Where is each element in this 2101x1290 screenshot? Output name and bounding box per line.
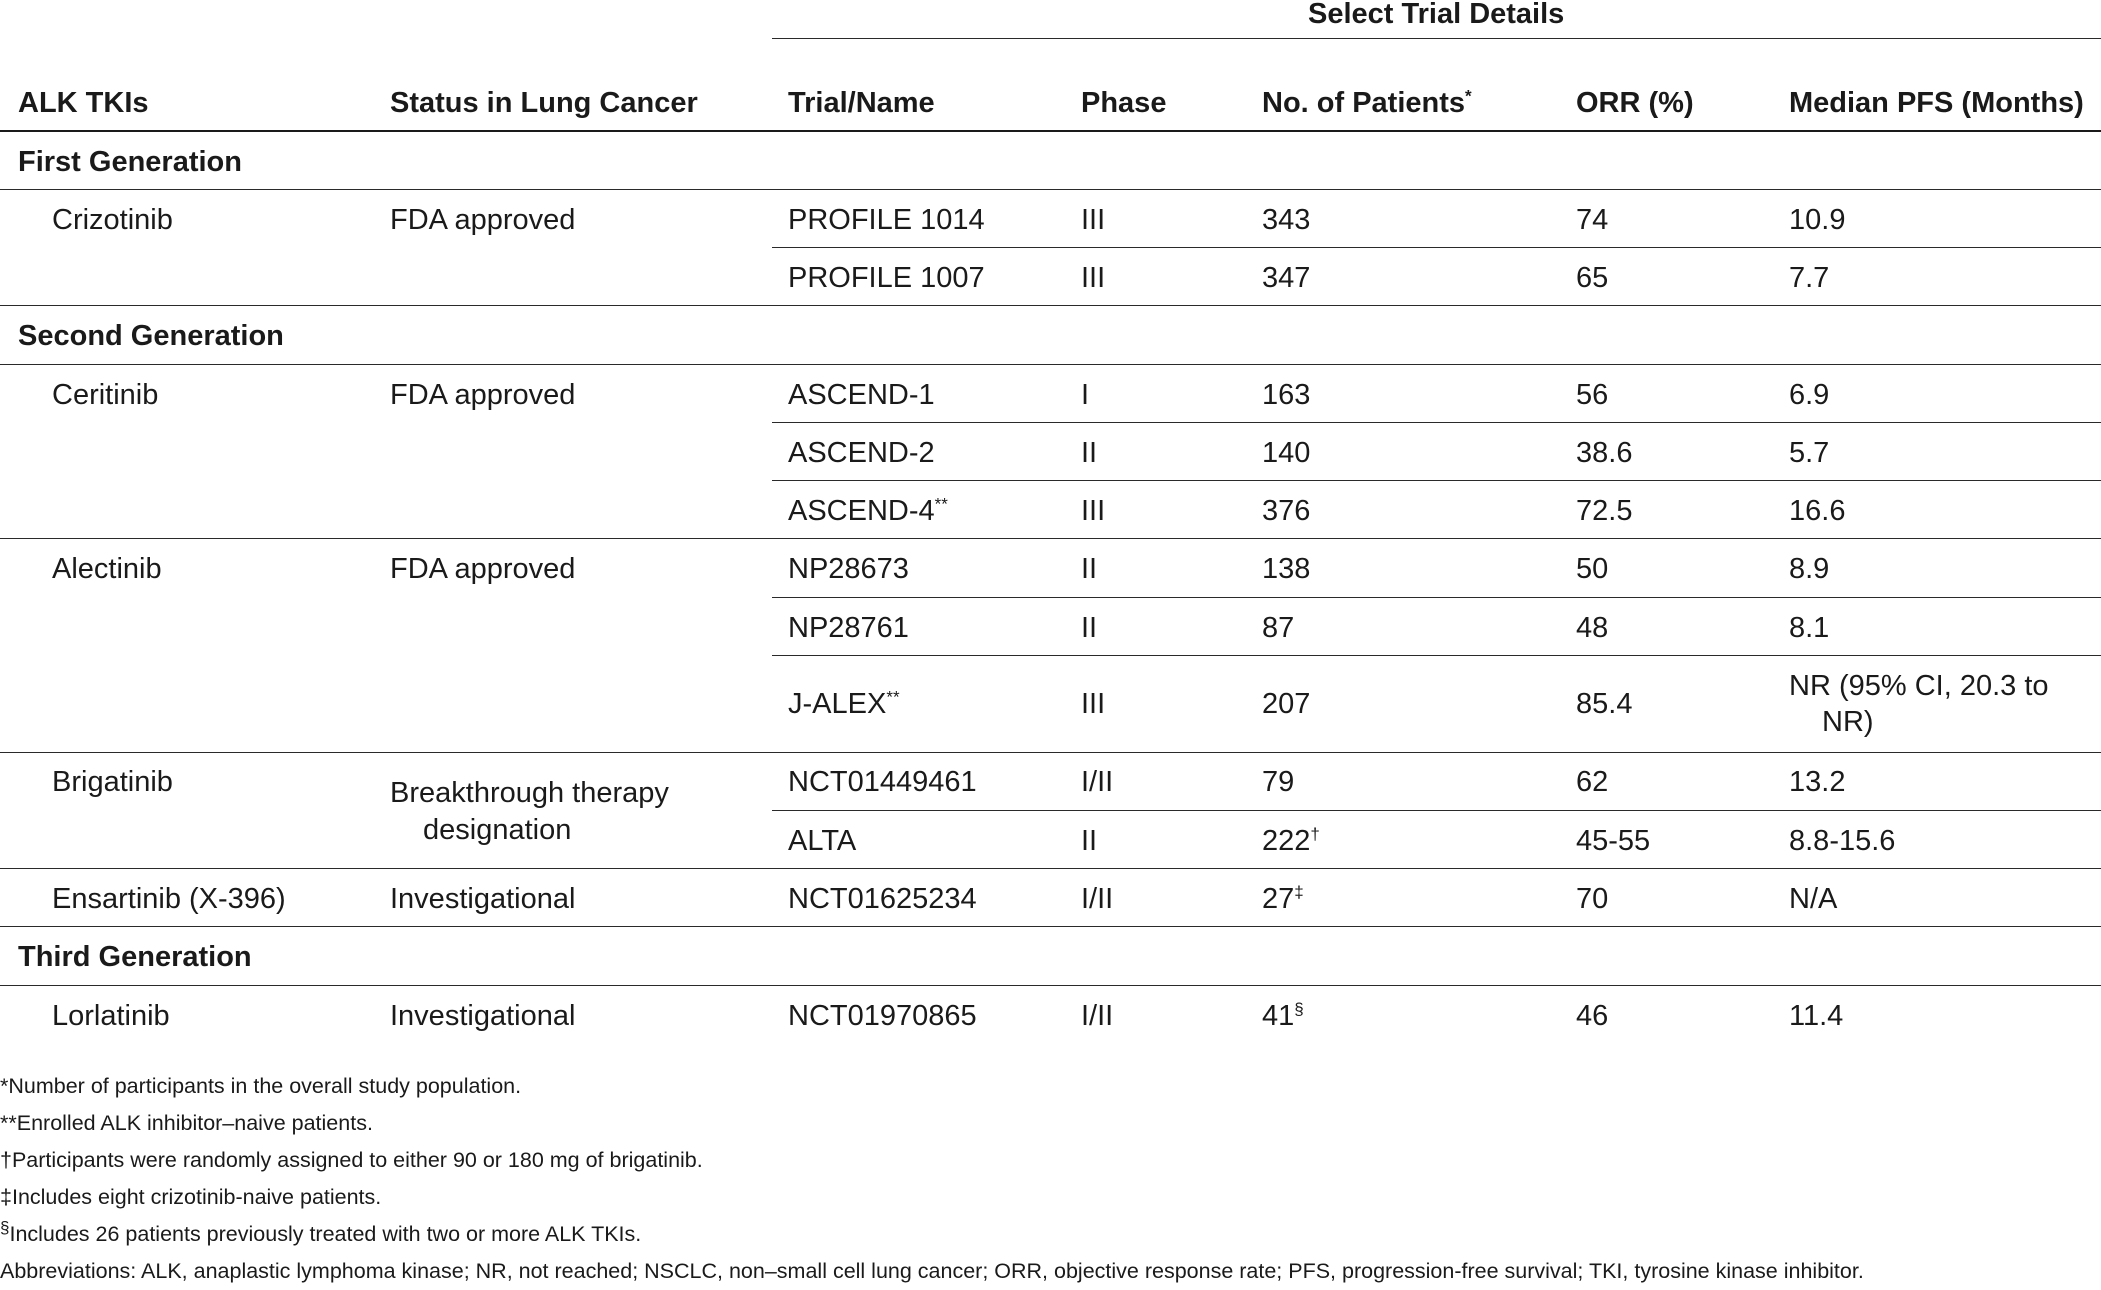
trial-name: NP28761 [788,612,909,644]
row-rule [0,364,2101,365]
row-rule [0,985,2101,986]
row-rule [0,305,2101,306]
row-rule [0,752,2101,753]
trial-name-text: ASCEND-4 [788,495,935,527]
footnote-mark: † [0,1148,12,1172]
header-rule [0,130,2101,132]
trial-phase: II [1081,553,1098,585]
trial-patients: 376 [1262,495,1311,527]
drug-name: Ensartinib (X-396) [52,883,286,915]
footnote [0,1185,381,1210]
trial-pfs: 8.9 [1789,553,1830,585]
trial-pfs: N/A [1789,883,1838,915]
drug-status-continued: designation [423,814,572,846]
drug-status: Investigational [390,1000,576,1032]
trial-phase: I/II [1081,766,1114,798]
footnote-mark: ‡ [0,1185,12,1209]
footnote-mark: § [0,1217,10,1237]
column-header-patients-label: No. of Patients [1262,87,1466,119]
trial-orr: 74 [1576,204,1609,236]
trial-phase: III [1081,262,1106,294]
drug-status: FDA approved [390,204,576,236]
footnote-mark: ** [0,1111,17,1135]
column-header-status: Status in Lung Cancer [390,87,698,119]
drug-name: Crizotinib [52,204,173,236]
trial-name: PROFILE 1007 [788,262,985,294]
trial-pfs: 16.6 [1789,495,1846,527]
drug-status: FDA approved [390,379,576,411]
trial-patients: 140 [1262,437,1311,469]
trial-phase: II [1081,612,1098,644]
trial-phase: I/II [1081,1000,1114,1032]
trial-patients: 79 [1262,766,1295,798]
trial-patients: 87 [1262,612,1295,644]
trial-orr: 48 [1576,612,1609,644]
column-header-pfs: Median PFS (Months) [1789,87,2084,119]
trial-patients: 138 [1262,553,1311,585]
row-rule [772,597,2101,598]
trial-pfs: NR (95% CI, 20.3 to [1789,670,2049,702]
column-header-alk-tkis: ALK TKIs [18,87,149,119]
row-rule [772,810,2101,811]
trial-name [788,688,900,721]
trial-patients [1262,883,1304,916]
trial-orr: 45-55 [1576,825,1651,857]
trial-name: NCT01970865 [788,1000,977,1032]
footnote-text: Number of participants in the overall study population. [8,1074,522,1098]
section-title: Third Generation [18,941,252,973]
footnote-mark: * [0,1074,9,1098]
trial-pfs: 13.2 [1789,766,1846,798]
trial-footnote-mark: ** [934,494,948,514]
row-rule [772,480,2101,481]
column-header-trial: Trial/Name [788,87,935,119]
trial-pfs: 7.7 [1789,262,1830,294]
group-header-rule [772,38,2101,39]
row-rule [0,926,2101,927]
trial-patients [1262,825,1320,858]
row-rule [772,422,2101,423]
column-header-patients-mark: * [1465,86,1472,106]
trial-pfs: 8.1 [1789,612,1830,644]
trial-patients: 163 [1262,379,1311,411]
footnote-text: Abbreviations: ALK, anaplastic lymphoma kinase; NR, not reached; NSCLC, non–small cell lung cancer; ORR, objective response rate; PFS, progression-free survival; TKI, tyrosine kinase inhibitor. [0,1259,1864,1283]
trial-patients: 343 [1262,204,1311,236]
footnote-text: Enrolled ALK inhibitor–naive patients. [16,1111,373,1135]
trial-name-text: J-ALEX [788,688,887,720]
trial-name: ASCEND-1 [788,379,935,411]
trial-orr: 85.4 [1576,688,1633,720]
footnote [0,1148,703,1173]
trial-orr: 46 [1576,1000,1609,1032]
trial-name: ALTA [788,825,857,857]
patients-footnote-mark: § [1294,999,1304,1019]
trial-pfs: 5.7 [1789,437,1830,469]
drug-name: Ceritinib [52,379,159,411]
row-rule [0,538,2101,539]
trial-patients-text: 41 [1262,1000,1295,1032]
trial-name: NCT01625234 [788,883,977,915]
trial-patients-text: 222 [1262,825,1311,857]
drug-name: Alectinib [52,553,162,585]
patients-footnote-mark: † [1310,824,1320,844]
trial-orr: 72.5 [1576,495,1633,527]
patients-footnote-mark: ‡ [1294,882,1304,902]
trial-phase: II [1081,437,1098,469]
row-rule [772,655,2101,656]
trial-footnote-mark: ** [886,687,900,707]
trial-phase: III [1081,204,1106,236]
trial-name: PROFILE 1014 [788,204,985,236]
row-rule [772,247,2101,248]
trial-phase: III [1081,688,1106,720]
footnote [0,1074,521,1099]
drug-status: Breakthrough therapy [390,777,669,809]
trial-name: ASCEND-2 [788,437,935,469]
trial-name: NCT01449461 [788,766,977,798]
drug-status: FDA approved [390,553,576,585]
trial-orr: 50 [1576,553,1609,585]
section-title: First Generation [18,146,242,178]
trial-name [788,495,948,528]
trial-orr: 62 [1576,766,1609,798]
footnote [0,1217,642,1247]
drug-name: Brigatinib [52,766,173,798]
trial-phase: I/II [1081,883,1114,915]
footnote-text: Includes eight crizotinib-naive patients. [11,1185,382,1209]
trial-patients [1262,1000,1304,1033]
row-rule [0,189,2101,190]
trial-phase: III [1081,495,1106,527]
trial-pfs: 10.9 [1789,204,1846,236]
trial-phase: I [1081,379,1090,411]
trial-patients: 347 [1262,262,1311,294]
column-header-orr: ORR (%) [1576,87,1694,119]
footnote [0,1111,373,1136]
row-rule [0,868,2101,869]
trial-pfs-continued: NR) [1822,706,1874,738]
trial-patients: 207 [1262,688,1311,720]
trial-pfs: 8.8-15.6 [1789,825,1896,857]
trial-orr: 56 [1576,379,1609,411]
column-header-patients [1262,87,1472,120]
trial-pfs: 6.9 [1789,379,1830,411]
section-title: Second Generation [18,320,284,352]
trial-pfs: 11.4 [1789,1000,1844,1032]
drug-status: Investigational [390,883,576,915]
trial-patients-text: 27 [1262,883,1295,915]
trial-orr: 38.6 [1576,437,1633,469]
drug-name: Lorlatinib [52,1000,170,1032]
trial-orr: 70 [1576,883,1609,915]
footnote-text: Participants were randomly assigned to either 90 or 180 mg of brigatinib. [11,1148,703,1172]
trial-orr: 65 [1576,262,1609,294]
abbreviations-note [0,1259,1864,1284]
group-header: Select Trial Details [1308,0,1565,30]
footnote-text: Includes 26 patients previously treated with two or more ALK TKIs. [9,1222,642,1246]
column-header-phase: Phase [1081,87,1167,119]
trial-name: NP28673 [788,553,909,585]
trial-phase: II [1081,825,1098,857]
